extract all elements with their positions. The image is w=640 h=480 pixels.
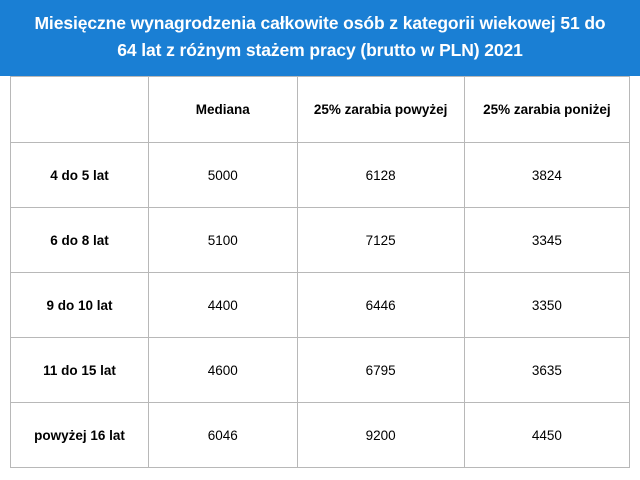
row-label: 9 do 10 lat	[11, 273, 149, 338]
cell-ponizej: 3350	[464, 273, 629, 338]
table-header-cell-3: 25% zarabia poniżej	[464, 77, 629, 143]
cell-mediana: 4400	[149, 273, 298, 338]
row-label: 6 do 8 lat	[11, 208, 149, 273]
row-label: 11 do 15 lat	[11, 338, 149, 403]
cell-ponizej: 3345	[464, 208, 629, 273]
cell-powyzej: 6128	[297, 143, 464, 208]
cell-ponizej: 3824	[464, 143, 629, 208]
cell-powyzej: 7125	[297, 208, 464, 273]
table-header-cell-2: 25% zarabia powyżej	[297, 77, 464, 143]
cell-ponizej: 4450	[464, 403, 629, 468]
page-title: Miesięczne wynagrodzenia całkowite osób z kategorii wiekowej 51 do 64 lat z różnym stażem pracy (brutto w PLN) 2021	[0, 0, 640, 76]
table-header-cell-0	[11, 77, 149, 143]
table-header-cell-1: Mediana	[149, 77, 298, 143]
cell-mediana: 4600	[149, 338, 298, 403]
row-label: 4 do 5 lat	[11, 143, 149, 208]
cell-mediana: 5100	[149, 208, 298, 273]
table-row	[11, 273, 630, 338]
cell-mediana: 6046	[149, 403, 298, 468]
table-body	[11, 143, 630, 468]
row-label: powyżej 16 lat	[11, 403, 149, 468]
table-row	[11, 403, 630, 468]
table-header	[11, 77, 630, 143]
cell-ponizej: 3635	[464, 338, 629, 403]
table-header-row	[11, 77, 630, 143]
cell-powyzej: 9200	[297, 403, 464, 468]
cell-mediana: 5000	[149, 143, 298, 208]
salary-table	[10, 76, 630, 468]
cell-powyzej: 6446	[297, 273, 464, 338]
cell-powyzej: 6795	[297, 338, 464, 403]
table-row	[11, 143, 630, 208]
table-container	[0, 76, 640, 480]
table-row	[11, 208, 630, 273]
table-row	[11, 338, 630, 403]
